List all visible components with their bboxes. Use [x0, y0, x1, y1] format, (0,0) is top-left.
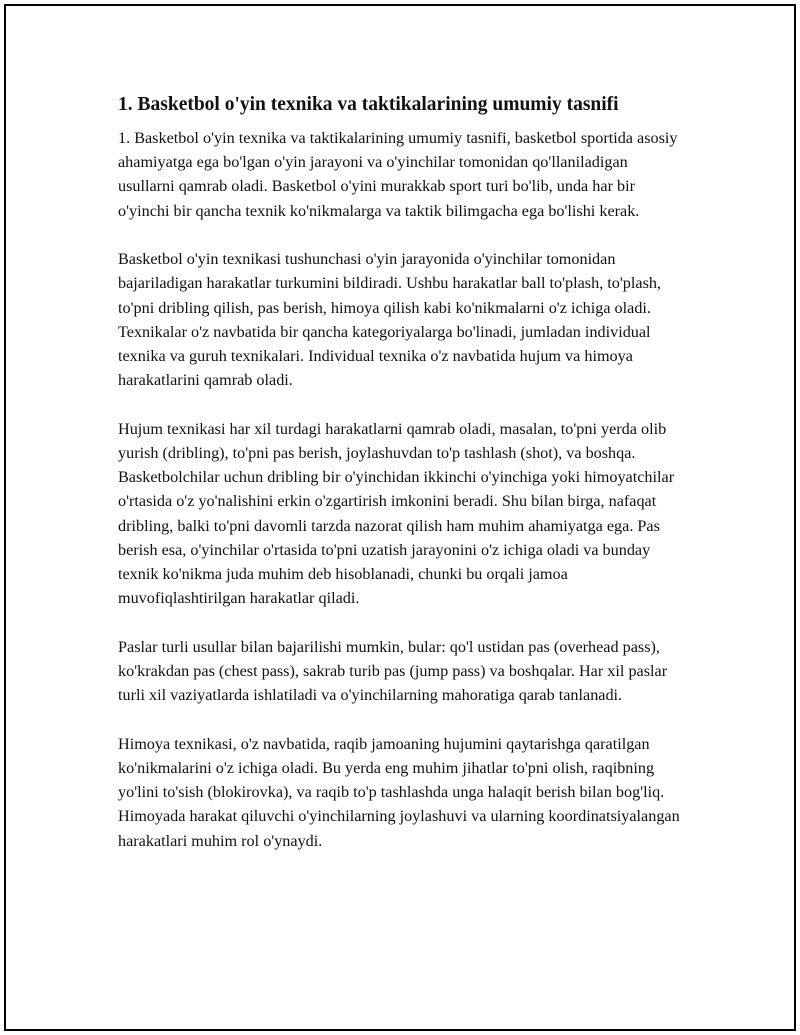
paragraph-intro: 1. Basketbol o'yin texnika va taktikalarining umumiy tasnifi, basketbol sportida asosiy ahamiyatga ega bo'lgan o'yin jarayoni va o'yinchilar tomonidan qo'llaniladigan usullarni qamrab oladi. Basketbol o'yini murakkab sport turi bo'lib, unda har bir o'yinchi bir qancha texnik ko'nikmalarga va taktik bilimgacha ega bo'lishi kerak.	[118, 129, 678, 220]
paragraph-defense: Himoya texnikasi, o'z navbatida, raqib jamoaning hujumini qaytarishga qaratilgan ko'nikmalarini o'z ichiga oladi. Bu yerda eng muhim jihatlar to'pni olish, raqibning yo'lini to'sish (blokirovka), va raqib to'p tashlashda unga halaqit berish bilan bog'liq. Himoyada harakat qiluvchi o'yinchilarning joylashuvi va ularning koordinatsiyalangan harakatlari muhim rol o'ynaydi.	[118, 734, 680, 850]
paragraph-attack: Hujum texnikasi har xil turdagi harakatlarni qamrab oladi, masalan, to'pni yerda olib yurish (dribling), to'pni pas berish, joylashuvdan to'p tashlash (shot), va boshqa. Basketbolchilar uchun dribling bir o'yinchidan ikkinchi o'yinchiga yoki himoyatchilar o'rtasida o'z yo'nalishini erkin o'zgartirish imkonini beradi. Shu bilan birga, nafaqat dribling, balki to'pni davomli tarzda nazorat qilish ham muhim ahamiyatga ega. Pas berish esa, o'yinchilar o'rtasida to'pni uzatish jarayonini o'z ichiga oladi va bunday texnik ko'nikma juda muhim deb hisoblanadi, chunki bu orqali jamoa muvofiqlashtirilgan harakatlar qiladi.	[118, 419, 675, 608]
paragraph-technique: Basketbol o'yin texnikasi tushunchasi o'yin jarayonida o'yinchilar tomonidan bajariladigan harakatlar turkumini bildiradi. Ushbu harakatlar ball to'plash, to'plash, to'pni dribling qilish, pas berish, himoya qilish kabi ko'nikmalarni o'z ichiga oladi. Texnikalar o'z navbatida bir qancha kategoriyalarga bo'linadi, jumladan individual texnika va guruh texnikalari. Individual texnika o'z navbatida hujum va himoya harakatlarini qamrab oladi.	[118, 250, 662, 390]
document-title: 1. Basketbol o'yin texnika va taktikalarining umumiy tasnifi	[118, 94, 619, 115]
paragraph-passes: Paslar turli usullar bilan bajarilishi mumkin, bular: qo'l ustidan pas (overhead pass), ko'krakdan pas (chest pass), sakrab turib pas (jump pass) va boshqalar. Har xil paslar turli xil vaziyatlarda ishlatiladi va o'yinchilarning mahoratiga qarab tanlanadi.	[118, 637, 668, 705]
document-body	[118, 92, 688, 877]
